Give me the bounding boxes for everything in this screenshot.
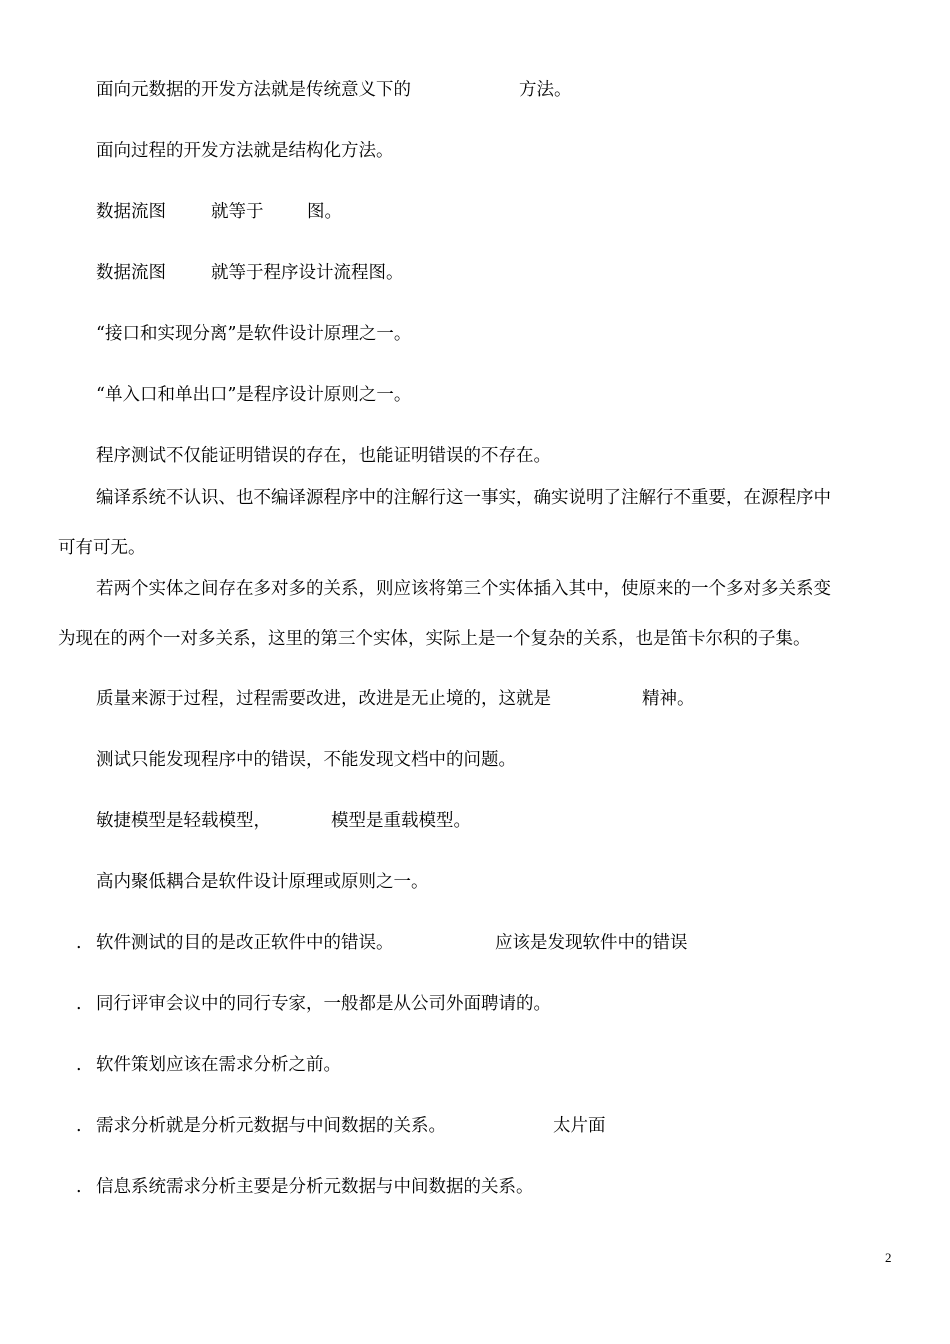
line-text: 编译系统不认识、也不编译源程序中的注解行这一事实，确实说明了注解行不重要，在源程序中 [96,488,831,508]
text-line [0,750,950,810]
line-text: 软件测试的目的是改正软件中的错误。 [96,933,394,953]
line-text: 测试只能发现程序中的错误，不能发现文档中的问题。 [96,750,516,770]
line-text: 程序测试不仅能证明错误的存在，也能证明错误的不存在。 [96,446,551,466]
text-line [0,385,950,445]
line-tail-text: 精神。 [642,689,695,709]
list-bullet: . [76,1177,82,1197]
list-bullet: . [76,994,82,1014]
line-text: 信息系统需求分析主要是分析元数据与中间数据的关系。 [96,1177,534,1197]
line-text: 需求分析就是分析元数据与中间数据的关系。 [96,1116,446,1136]
list-bullet: . [76,1055,82,1075]
line-mid-text: 就等于 [211,202,264,222]
page-number: 2 [885,1250,892,1265]
text-line [0,141,950,201]
line-tail-text: 方法。 [519,80,572,100]
line-text: “接口和实现分离”是软件设计原理之一。 [96,324,412,344]
list-bullet: . [76,1116,82,1136]
text-line [0,629,950,689]
line-tail-text: 模型是重载模型。 [331,811,471,831]
line-text: 数据流图 [96,263,166,283]
line-text: 软件策划应该在需求分析之前。 [96,1055,341,1075]
line-tail-text: 应该是发现软件中的错误 [495,933,688,953]
line-text: 可有可无。 [58,538,146,558]
line-text: 为现在的两个一对多关系，这里的第三个实体，实际上是一个复杂的关系，也是笛卡尔积的子集。 [58,629,811,649]
line-text: 高内聚低耦合是软件设计原理或原则之一。 [96,872,429,892]
line-text: 数据流图 [96,202,166,222]
line-mid-text: 就等于程序设计流程图。 [211,263,404,283]
text-line [0,872,950,932]
line-tail-text: 太片面 [553,1116,606,1136]
list-item [0,1177,950,1257]
line-text: 若两个实体之间存在多对多的关系，则应该将第三个实体插入其中，使原来的一个多对多关系变 [96,579,831,599]
line-text: “单入口和单出口”是程序设计原则之一。 [96,385,412,405]
line-tail-text: 图。 [307,202,342,222]
line-text: 面向元数据的开发方法就是传统意义下的 [96,80,411,100]
list-bullet: . [76,933,82,953]
text-line [0,324,950,384]
line-text: 面向过程的开发方法就是结构化方法。 [96,141,394,161]
line-text: 敏捷模型是轻载模型， [96,811,271,831]
line-text: 同行评审会议中的同行专家，一般都是从公司外面聘请的。 [96,994,551,1014]
line-text: 质量来源于过程，过程需要改进，改进是无止境的，这就是 [96,689,551,709]
